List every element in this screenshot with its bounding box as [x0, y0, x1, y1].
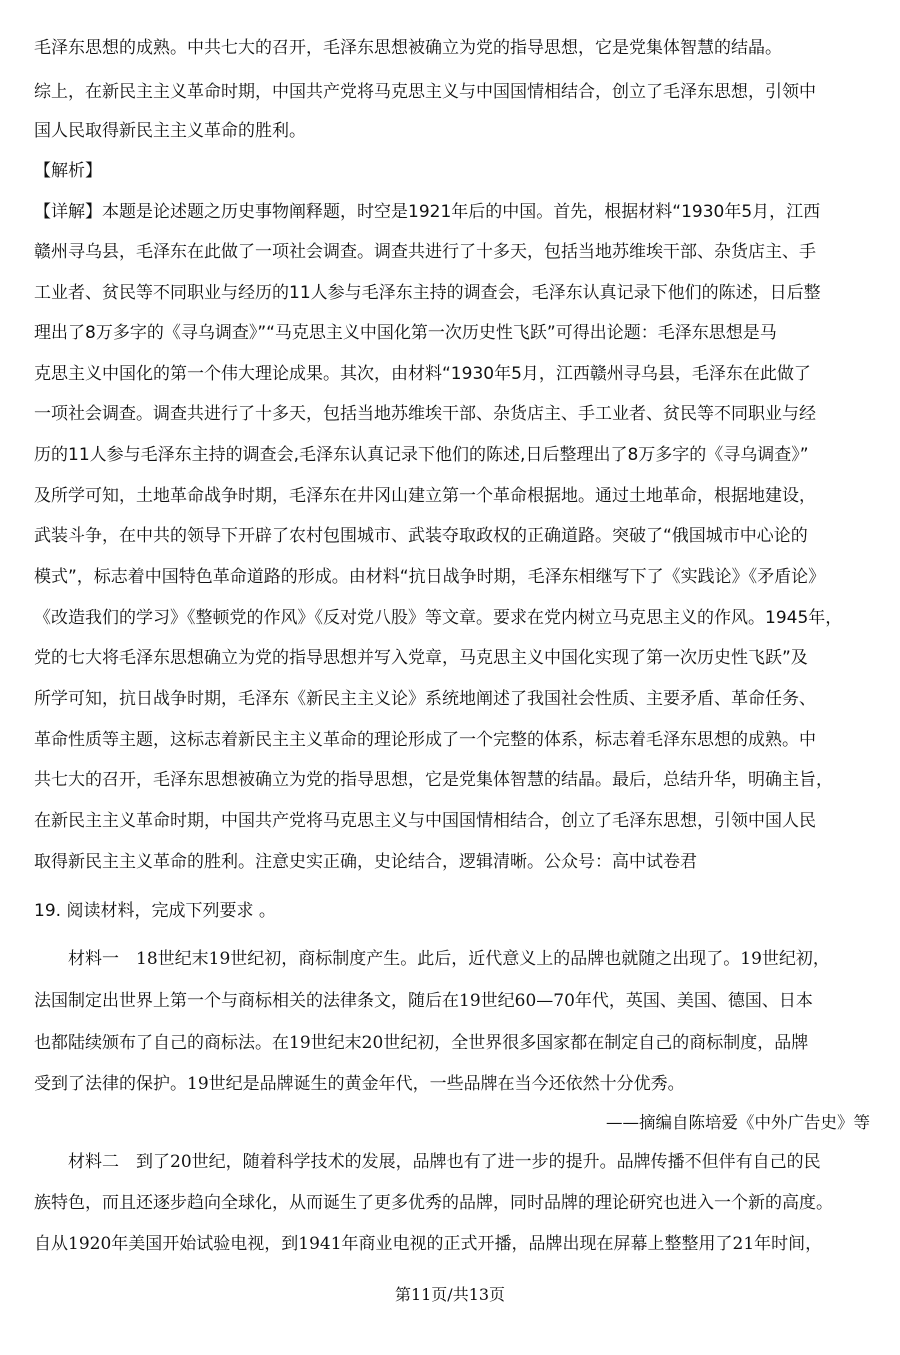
- text-line: 工业者、贫民等不同职业与经历的11人参与毛泽东主持的调查会，毛泽东认真记录下他们的陈述，日后整: [34, 283, 821, 303]
- text-line: 自从1920年美国开始试验电视，到1941年商业电视的正式开播，品牌出现在屏幕上整整用了21年时间，: [34, 1234, 823, 1254]
- text-line: 也都陆续颁布了自己的商标法。在19世纪末20世纪初，全世界很多国家都在制定自己的商标制度，品牌: [34, 1033, 809, 1053]
- text-line: 族特色，而且还逐步趋向全球化，从而诞生了更多优秀的品牌，同时品牌的理论研究也进入一个新的高度。: [34, 1193, 833, 1213]
- text-line: 受到了法律的保护。19世纪是品牌诞生的黄金年代，一些品牌在当今还依然十分优秀。: [34, 1074, 685, 1094]
- text-line: 【详解】本题是论述题之历史事物阐释题，时空是1921年后的中国。首先，根据材料“1930年5月，江西: [34, 202, 821, 222]
- text-line: 取得新民主主义革命的胜利。注意史实正确，史论结合，逻辑清晰。公众号：高中试卷君: [34, 852, 697, 872]
- question-19: 19. 阅读材料，完成下列要求 。: [34, 901, 276, 921]
- text-line: 毛泽东思想的成熟。中共七大的召开，毛泽东思想被确立为党的指导思想，它是党集体智慧的结晶。: [34, 38, 782, 58]
- text-line: 国人民取得新民主主义革命的胜利。: [34, 121, 306, 141]
- text-line: 材料一 18世纪末19世纪初，商标制度产生。此后，近代意义上的品牌也就随之出现了。19世纪初，: [68, 949, 830, 969]
- text-line: 一项社会调查。调查共进行了十多天，包括当地苏维埃干部、杂货店主、手工业者、贫民等不同职业与经: [34, 404, 816, 424]
- text-line: 《改造我们的学习》《整顿党的作风》《反对党八股》等文章。要求在党内树立马克思主义的作风。1945年，: [34, 608, 843, 628]
- text-line: 综上，在新民主主义革命时期，中国共产党将马克思主义与中国国情相结合，创立了毛泽东思想，引领中: [34, 82, 816, 102]
- text-line: 法国制定出世界上第一个与商标相关的法律条文，随后在19世纪60—70年代，英国、美国、德国、日本: [34, 991, 813, 1011]
- text-line: 革命性质等主题，这标志着新民主主义革命的理论形成了一个完整的体系，标志着毛泽东思想的成熟。中: [34, 730, 816, 750]
- text-line: 历的11人参与毛泽东主持的调查会,毛泽东认真记录下他们的陈述,日后整理出了8万多字的《寻乌调查》”: [34, 445, 809, 465]
- text-line: 党的七大将毛泽东思想确立为党的指导思想并写入党章，马克思主义中国化实现了第一次历史性飞跃”及: [34, 648, 808, 668]
- analysis-heading: 【解析】: [34, 161, 102, 181]
- text-line: 共七大的召开，毛泽东思想被确立为党的指导思想，它是党集体智慧的结晶。最后，总结升华，明确主旨，: [34, 770, 833, 790]
- text-line: 赣州寻乌县，毛泽东在此做了一项社会调查。调查共进行了十多天，包括当地苏维埃干部、杂货店主、手: [34, 242, 816, 262]
- material-source: ——摘编自陈培爱《中外广告史》等: [606, 1113, 870, 1132]
- text-line: 所学可知，抗日战争时期，毛泽东《新民主主义论》系统地阐述了我国社会性质、主要矛盾、革命任务、: [34, 689, 816, 709]
- text-line: 及所学可知，土地革命战争时期，毛泽东在井冈山建立第一个革命根据地。通过土地革命，根据地建设，: [34, 486, 816, 506]
- text-line: 模式”，标志着中国特色革命道路的形成。由材料“抗日战争时期，毛泽东相继写下了《实践论》《矛盾论》: [34, 567, 826, 587]
- text-line: 克思主义中国化的第一个伟大理论成果。其次，由材料“1930年5月，江西赣州寻乌县，毛泽东在此做了: [34, 364, 811, 384]
- text-line: 武装斗争，在中共的领导下开辟了农村包围城市、武装夺取政权的正确道路。突破了“俄国城市中心论的: [34, 526, 808, 546]
- text-line: 材料二 到了20世纪，随着科学技术的发展，品牌也有了进一步的提升。品牌传播不但伴有自己的民: [68, 1152, 821, 1172]
- text-line: 理出了8万多字的《寻乌调查》”“马克思主义中国化第一次历史性飞跃”可得出论题：毛泽东思想是马: [34, 323, 777, 343]
- text-line: 在新民主主义革命时期，中国共产党将马克思主义与中国国情相结合，创立了毛泽东思想，引领中国人民: [34, 811, 816, 831]
- page-footer: 第11页/共13页: [394, 1285, 506, 1304]
